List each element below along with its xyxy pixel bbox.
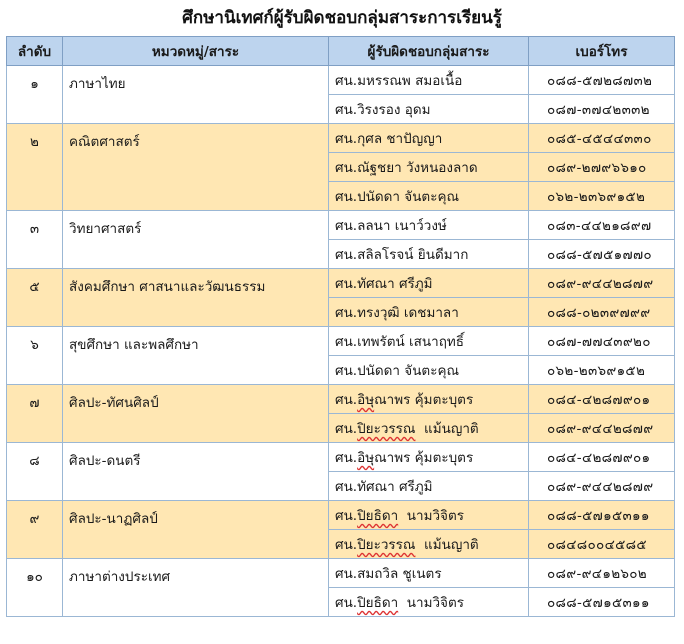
subject-cell: สังคมศึกษา ศาสนาและวัฒนธรรม [63,269,329,327]
row-number: ๙ [7,501,63,559]
header-subject: หมวดหมู่/สาระ [63,37,329,66]
subject-cell: ภาษาไทย [63,66,329,124]
row-number: ๑๐ [7,559,63,617]
responsible-name: ศน.ทัศณา ศรีภูมิ [329,472,529,501]
row-number: ๓ [7,211,63,269]
table-body [7,66,675,617]
table-row [7,211,675,240]
phone-number: ๐๘๗-๓๗๔๒๓๓๒ [529,95,675,124]
name-suffix: นามวิจิตร [398,508,464,524]
phone-number: ๐๘๔-๔๒๘๗๙๐๑ [529,385,675,414]
table-row [7,501,675,530]
responsible-name: ศน.สมถวิล ชูเนตร [329,559,529,588]
subject-cell: คณิตศาสตร์ [63,124,329,211]
name-spellcheck-flagged: อิษุ [357,450,375,466]
phone-number: ๐๘๘-๕๗๕๑๗๗๐ [529,240,675,269]
subject-cell: วิทยาศาสตร์ [63,211,329,269]
responsible-name: ศน.ปนัดดา จันตะคุณ [329,182,529,211]
phone-number: ๐๖๒-๒๓๖๙๑๕๒ [529,182,675,211]
phone-number: ๐๘๘-๐๒๓๙๗๙๙ [529,298,675,327]
responsible-name: ศน.ทัศณา ศรีภูมิ [329,269,529,298]
phone-number: ๐๘๘-๕๗๑๕๓๑๑ [529,588,675,617]
phone-number: ๐๘๙-๙๔๑๒๖๐๒ [529,559,675,588]
phone-number: ๐๘๘-๕๗๑๕๓๑๑ [529,501,675,530]
name-suffix: แม้นญาติ [415,537,479,553]
supervisor-table [6,36,675,617]
table-row [7,443,675,472]
name-spellcheck-flagged: ปิยะวรรณ [357,421,416,437]
subject-cell: ภาษาต่างประเทศ [63,559,329,617]
table-header-row [7,37,675,66]
name-spellcheck-flagged: ปิยธิดา [357,595,399,611]
phone-number: ๐๘๘-๕๗๒๘๗๓๒ [529,66,675,95]
phone-number: ๐๘๓-๔๔๒๑๘๙๗ [529,211,675,240]
responsible-name: ศน.ทรงวุฒิ เดชมาลา [329,298,529,327]
subject-cell: สุขศึกษา และพลศึกษา [63,327,329,385]
table-row [7,327,675,356]
responsible-name [329,443,529,472]
row-number: ๕ [7,269,63,327]
responsible-name: ศน.มหรรณพ สมอเนื้อ [329,66,529,95]
name-prefix: ศน. [335,537,358,553]
phone-number: ๐๘๔-๔๒๘๗๙๐๑ [529,443,675,472]
name-prefix: ศน. [335,421,358,437]
responsible-name: ศน.กุศล ชาปัญญา [329,124,529,153]
name-spellcheck-flagged: อิษุ [357,392,375,408]
row-number: ๖ [7,327,63,385]
name-prefix: ศน. [335,595,358,611]
phone-number: ๐๘๕-๔๕๔๔๓๓๐ [529,124,675,153]
name-suffix: ณาพร คุ้มตะบุตร [374,392,474,408]
responsible-name [329,501,529,530]
subject-cell: ศิลปะ-ดนตรี [63,443,329,501]
table-row [7,66,675,95]
table-row [7,269,675,298]
name-prefix: ศน. [335,392,358,408]
responsible-name: ศน.ณัฐชยา วังหนองลาด [329,153,529,182]
responsible-name [329,414,529,443]
subject-cell: ศิลปะ-นาฏศิลป์ [63,501,329,559]
header-responsible: ผู้รับผิดชอบกลุ่มสาระ [329,37,529,66]
responsible-name [329,530,529,559]
subject-cell: ศิลปะ-ทัศนศิลป์ [63,385,329,443]
responsible-name: ศน.ปนัดดา จันตะคุณ [329,356,529,385]
responsible-name: ศน.เทพรัตน์ เสนาฤทธิ์ [329,327,529,356]
phone-number: ๐๖๒-๒๓๖๙๑๕๒ [529,356,675,385]
name-suffix: นามวิจิตร [398,595,464,611]
name-suffix: แม้นญาติ [415,421,479,437]
responsible-name [329,588,529,617]
header-order: ลำดับ [7,37,63,66]
row-number: ๘ [7,443,63,501]
table-row [7,385,675,414]
page-title: ศึกษานิเทศก์ผู้รับผิดชอบกลุ่มสาระการเรียนรู้ [182,8,502,28]
phone-number: ๐๘๙-๒๗๙๖๖๑๐ [529,153,675,182]
name-suffix: ณาพร คุ้มตะบุตร [374,450,474,466]
row-number: ๒ [7,124,63,211]
row-number: ๑ [7,66,63,124]
table-row [7,559,675,588]
name-prefix: ศน. [335,508,358,524]
phone-number: ๐๘๙-๙๔๔๒๘๗๙ [529,269,675,298]
responsible-name: ศน.ลลนา เนาว์วงษ์ [329,211,529,240]
responsible-name [329,385,529,414]
phone-number: ๐๘๗-๗๗๔๓๙๒๐ [529,327,675,356]
table-row [7,124,675,153]
phone-number: ๐๘๙-๙๔๔๒๘๗๙ [529,472,675,501]
header-phone: เบอร์โทร [529,37,675,66]
name-prefix: ศน. [335,450,358,466]
phone-number: ๐๘๙-๙๔๔๒๘๗๙ [529,414,675,443]
row-number: ๗ [7,385,63,443]
name-spellcheck-flagged: ปิยธิดา [357,508,399,524]
name-spellcheck-flagged: ปิยะวรรณ [357,537,416,553]
responsible-name: ศน.วิรงรอง อุดม [329,95,529,124]
responsible-name: ศน.สลิลโรจน์ ยินดีมาก [329,240,529,269]
phone-number: ๐๘๔๘๐๐๔๕๘๕ [529,530,675,559]
